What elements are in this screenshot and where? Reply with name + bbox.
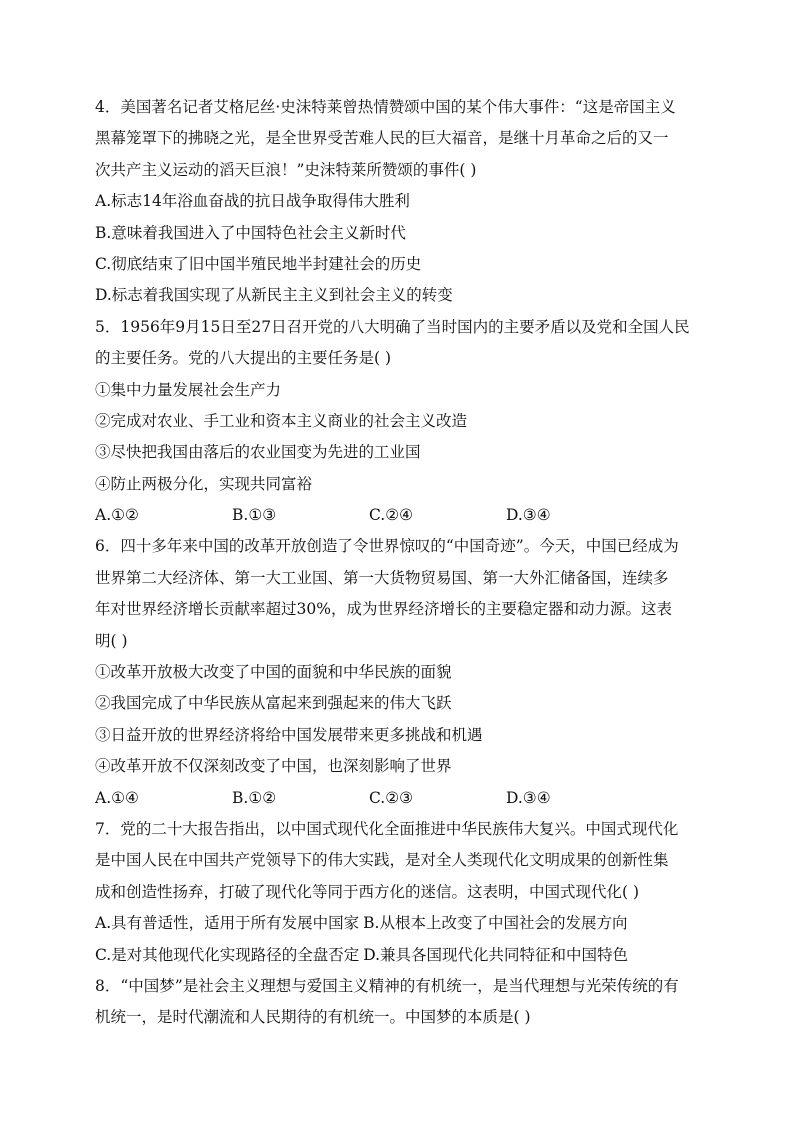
question-stem-line: 7．党的二十大报告指出，以中国式现代化全面推进中华民族伟大复兴。中国式现代化 xyxy=(95,819,679,838)
statement-item: ④改革开放不仅深刻改变了中国，也深刻影响了世界 xyxy=(95,757,452,776)
options-row xyxy=(95,940,700,971)
question-8 xyxy=(95,971,700,1034)
question-stem-line: 成和创造性扬弃，打破了现代化等同于西方化的迷信。这表明，中国式现代化( ) xyxy=(95,882,640,901)
question-stem-line: 黑幕笼罩下的拂晓之光，是全世界受苦难人民的巨大福音，是继十月革命之后的又一 xyxy=(95,129,669,148)
question-stem-line: 明( ) xyxy=(95,631,128,650)
question-stem-line: 4．美国著名记者艾格尼丝·史沫特莱曾热情赞颂中国的某个伟大事件：“这是帝国主义 xyxy=(95,98,676,116)
option-c: C.是对其他现代化实现路径的全盘否定 xyxy=(95,945,360,964)
option-c: C.彻底结束了旧中国半殖民地半封建社会的历史 xyxy=(95,254,422,273)
question-7 xyxy=(95,814,700,971)
question-stem-line: 6．四十多年来中国的改革开放创造了令世界惊叹的“中国奇迹”。今天，中国已经成为 xyxy=(95,537,679,556)
question-4 xyxy=(95,92,700,312)
option-c: C.②③ xyxy=(369,788,414,807)
exam-page xyxy=(95,92,700,1034)
options-row xyxy=(95,500,700,531)
option-a: A.具有普适性，适用于所有发展中国家 xyxy=(95,914,360,933)
option-a: A.①② xyxy=(95,506,139,525)
statement-item: ①集中力量发展社会生产力 xyxy=(95,380,282,399)
statement-item: ④防止两极分化，实现共同富裕 xyxy=(95,474,313,493)
question-stem-line: 年对世界经济增长贡献率超过30%，成为世界经济增长的主要稳定器和动力源。这表 xyxy=(95,600,672,619)
options-row xyxy=(95,908,700,939)
option-c: C.②④ xyxy=(369,506,414,525)
option-b: B.意味着我国进入了中国特色社会主义新时代 xyxy=(95,223,406,242)
statement-item: ③日益开放的世界经济将给中国发展带来更多挑战和机遇 xyxy=(95,725,483,744)
option-d: D.③④ xyxy=(506,788,551,807)
option-d: D.兼具各国现代化共同特征和中国特色 xyxy=(363,945,629,964)
question-6 xyxy=(95,531,700,814)
option-d: D.标志着我国实现了从新民主主义到社会主义的转变 xyxy=(95,286,453,305)
question-stem-line: 机统一，是时代潮流和人民期待的有机统一。中国梦的本质是( ) xyxy=(95,1008,531,1027)
question-stem-line: 次共产主义运动的滔天巨浪！”史沫特莱所赞颂的事件( ) xyxy=(95,160,477,179)
option-d: D.③④ xyxy=(506,506,551,525)
question-stem-line: 8．“中国梦”是社会主义理想与爱国主义精神的有机统一，是当代理想与光荣传统的有 xyxy=(95,976,679,995)
option-b: B.①② xyxy=(232,788,277,807)
options-row xyxy=(95,783,700,814)
question-stem-line: 世界第二大经济体、第一大工业国、第一大货物贸易国、第一大外汇储备国，连续多 xyxy=(95,568,669,587)
statement-item: ①改革开放极大改变了中国的面貌和中华民族的面貌 xyxy=(95,663,452,682)
option-a: A.①④ xyxy=(95,788,139,807)
statement-item: ②我国完成了中华民族从富起来到强起来的伟大飞跃 xyxy=(95,694,452,713)
question-stem-line: 5．1956年9月15日至27日召开党的八大明确了当时国内的主要矛盾以及党和全国人民 xyxy=(95,317,690,336)
question-stem-line: 的主要任务。党的八大提出的主要任务是( ) xyxy=(95,349,392,368)
option-b: B.①③ xyxy=(232,506,277,525)
option-a: A.标志14年浴血奋战的抗日战争取得伟大胜利 xyxy=(95,192,410,211)
option-b: B.从根本上改变了中国社会的发展方向 xyxy=(363,914,628,933)
statement-item: ②完成对农业、手工业和资本主义商业的社会主义改造 xyxy=(95,411,468,430)
statement-item: ③尽快把我国由落后的农业国变为先进的工业国 xyxy=(95,443,421,462)
question-stem-line: 是中国人民在中国共产党领导下的伟大实践，是对全人类现代化文明成果的创新性集 xyxy=(95,851,669,870)
question-5 xyxy=(95,312,700,532)
